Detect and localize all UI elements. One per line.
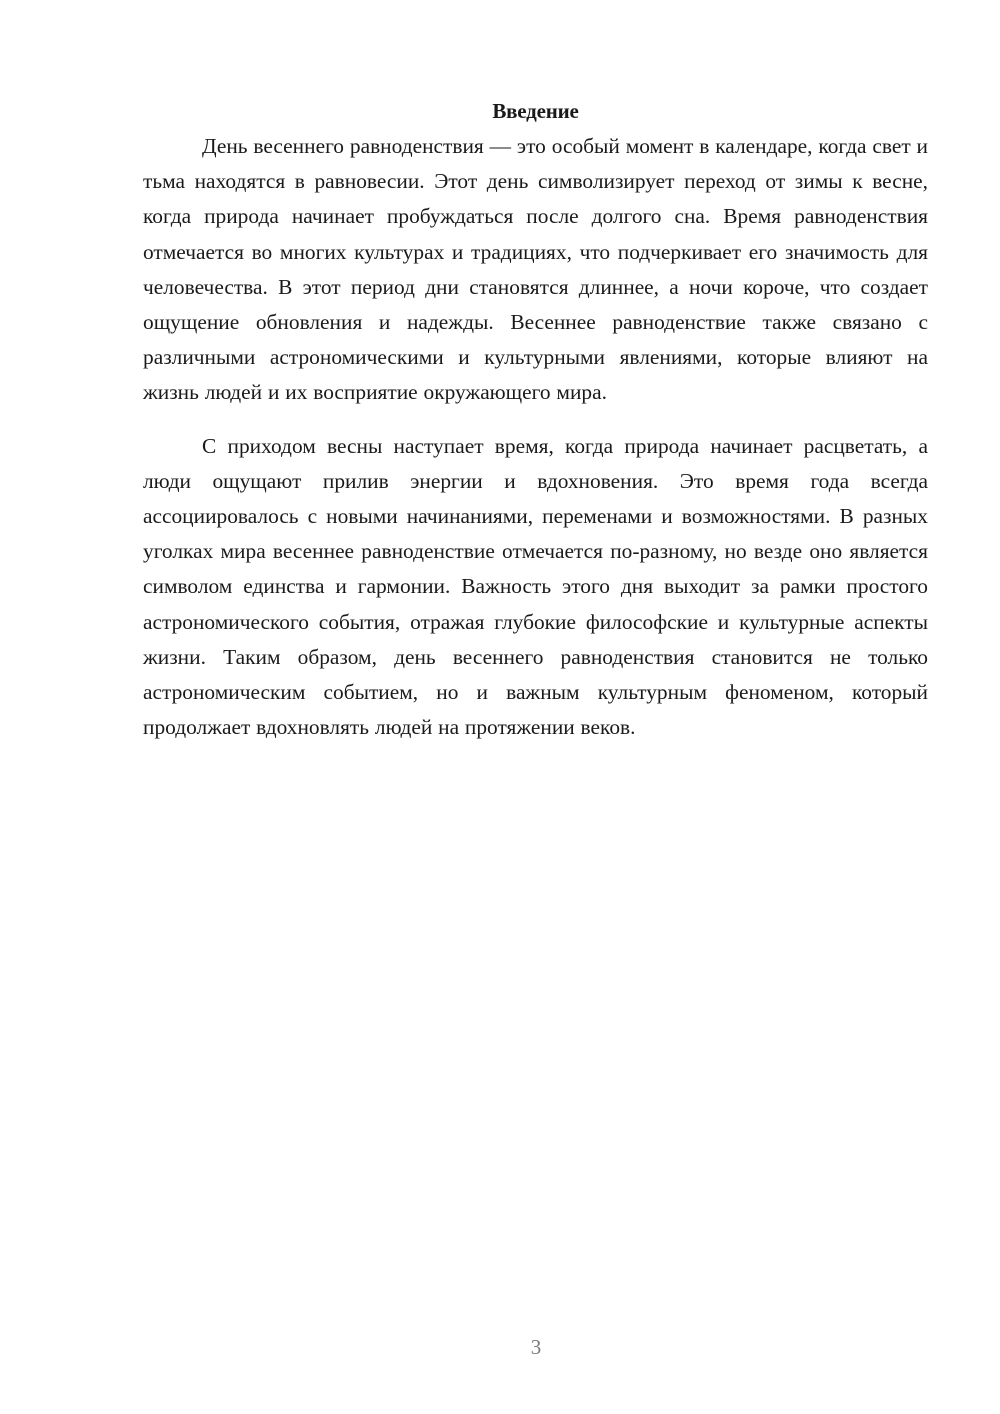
page-content [143,94,928,745]
paragraph-1: День весеннего равноденствия — это особый момент в календаре, когда свет и тьма находятся в равновесии. Этот день символизирует переход от зимы к весне, когда природа начинает пробуждаться после долгого сна. Время равноденствия отмечается во многих культурах и традициях, что подчеркивает его значимость для человечества. В этот период дни становятся длиннее, а ночи короче, что создает ощущение обновления и надежды. Весеннее равноденствие также связано с различными астрономическими и культурными явлениями, которые влияют на жизнь людей и их восприятие окружающего мира. [143,134,928,405]
page-number: 3 [530,1335,542,1359]
section-heading: Введение [492,99,579,123]
paragraph-2: С приходом весны наступает время, когда природа начинает расцветать, а люди ощущают прилив энергии и вдохновения. Это время года всегда ассоциировалось с новыми начинаниями, переменами и возможностями. В разных уголках мира весеннее равноденствие отмечается по-разному, но везде оно является символом единства и гармонии. Важность этого дня выходит за рамки простого астрономического события, отражая глубокие философские и культурные аспекты жизни. Таким образом, день весеннего равноденствия становится не только астрономическим событием, но и важным культурным феноменом, который продолжает вдохновлять людей на протяжении веков. [143,433,928,740]
